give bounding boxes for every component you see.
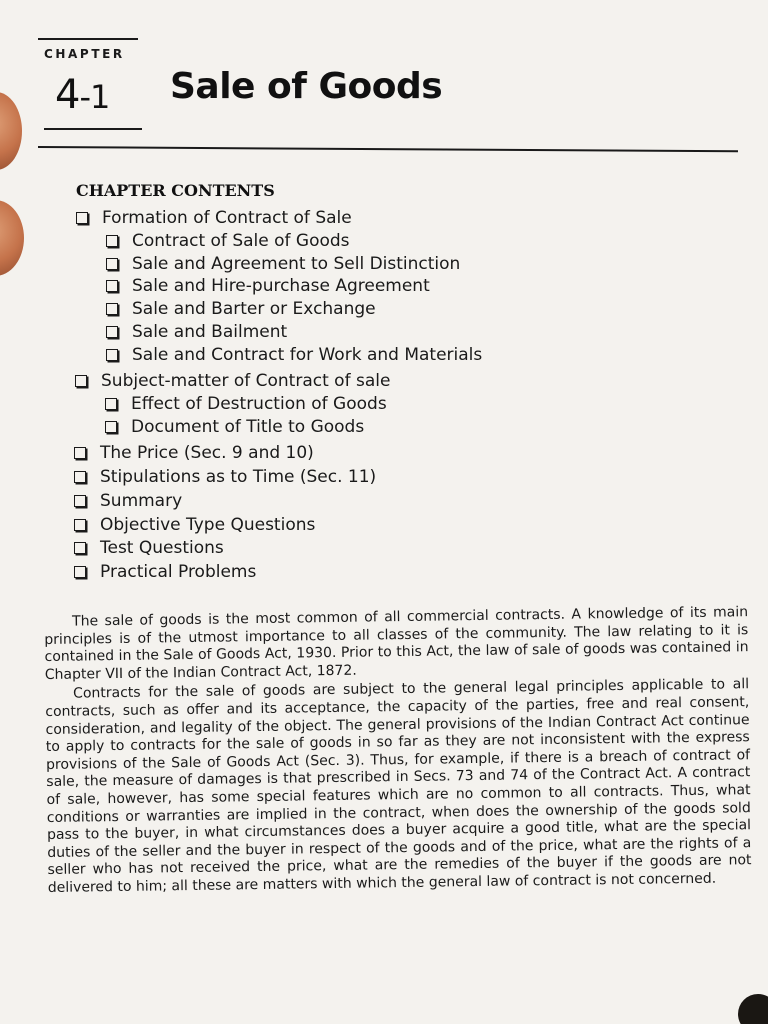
body-text [44,604,752,897]
checkbox-icon [106,326,118,338]
contents-item-label: Contract of Sale of Goods [132,231,350,251]
contents-item [76,208,352,228]
contents-item-label: Sale and Barter or Exchange [132,299,376,319]
contents-item [74,562,256,582]
checkbox-icon [106,258,118,270]
checkbox-icon [105,398,117,410]
contents-subitem [106,345,482,365]
contents-subitem [106,254,460,274]
contents-item-label: Sale and Agreement to Sell Distinction [132,254,461,274]
contents-subitem [106,276,430,296]
contents-item-label: Stipulations as to Time (Sec. 11) [100,467,377,487]
contents-item-label: Formation of Contract of Sale [102,208,352,228]
checkbox-icon [74,542,86,554]
contents-item [74,443,314,463]
contents-item-label: Subject-matter of Contract of sale [101,371,391,391]
chapter-label: CHAPTER [44,47,125,61]
chapter-number-main: 4 [55,72,80,118]
paragraph: The sale of goods is the most common of all commercial contracts. A knowledge of its main principles is of the utmost importance to all classes of the community. The law relating to it is contained in the Sale of Goods Act, 1930. Prior to this Act, the law of sale of goods was contained in Chapter VII of the Indian Contract Act, 1872. [44,604,749,683]
checkbox-icon [106,235,118,247]
corner-shadow [738,994,768,1024]
contents-subitem [106,231,350,251]
contents-item-label: Summary [100,491,183,511]
checkbox-icon [74,519,86,531]
contents-item [74,467,376,487]
fingertip-upper [0,92,22,170]
contents-item-label: Practical Problems [100,562,257,582]
contents-subitem [106,322,287,342]
fingertip-lower [0,200,24,276]
checkbox-icon [75,375,87,387]
checkbox-icon [74,471,86,483]
header-divider [38,146,738,152]
checkbox-icon [76,212,88,224]
contents-heading: CHAPTER CONTENTS [76,181,275,200]
contents-item-label: Document of Title to Goods [131,417,365,437]
checkbox-icon [106,303,118,315]
contents-item-label: Sale and Hire-purchase Agreement [132,276,430,296]
contents-item-label: Sale and Contract for Work and Materials [132,345,483,365]
contents-subitem [105,417,364,437]
chapter-title: Sale of Goods [170,66,443,107]
chapter-number-sub: -1 [79,78,110,116]
contents-item-label: Sale and Bailment [132,322,288,342]
checkbox-icon [105,421,117,433]
paragraph: Contracts for the sale of goods are subject to the general legal principles applicable to all contracts, such as offer and its acceptance, the capacity of the parties, free and real consent, consideration, and legality of the object. The general provisions of the Indian Contract Act continue to apply to contracts for the sale of goods in so far as they are not inconsistent with the express provisions of the Sale of Goods Act (Sec. 3). Thus, for example, if there is a breach of contract of sale, the measure of damages is that prescribed in Secs. 73 and 74 of the Contract Act. A contract of sale, however, has some special features which are no common to all contracts. Thus, what conditions or warranties are implied in the contract, when does the ownership of the goods sold pass to the buyer, in what circumstances does a buyer acquire a good title, what are the special duties of the seller and the buyer in respect of the goods and of the price, what are the rights of a seller who has not received the price, what are the remedies of the buyer if the goods are not delivered to him; all these are matters with which the general law of contract is not concerned. [45,676,752,896]
contents-item-label: Objective Type Questions [100,515,316,535]
contents-item [74,515,315,535]
contents-item-label: The Price (Sec. 9 and 10) [100,443,314,463]
contents-item-label: Effect of Destruction of Goods [131,394,387,414]
checkbox-icon [74,447,86,459]
contents-subitem [106,299,376,319]
top-rule [38,38,138,40]
contents-item [74,538,224,558]
contents-item [75,371,390,391]
number-underline [44,128,142,130]
checkbox-icon [74,566,86,578]
checkbox-icon [74,495,86,507]
contents-subitem [105,394,387,414]
contents-item [74,491,182,511]
checkbox-icon [106,280,118,292]
chapter-number [55,72,109,118]
contents-item-label: Test Questions [100,538,224,558]
checkbox-icon [106,349,118,361]
